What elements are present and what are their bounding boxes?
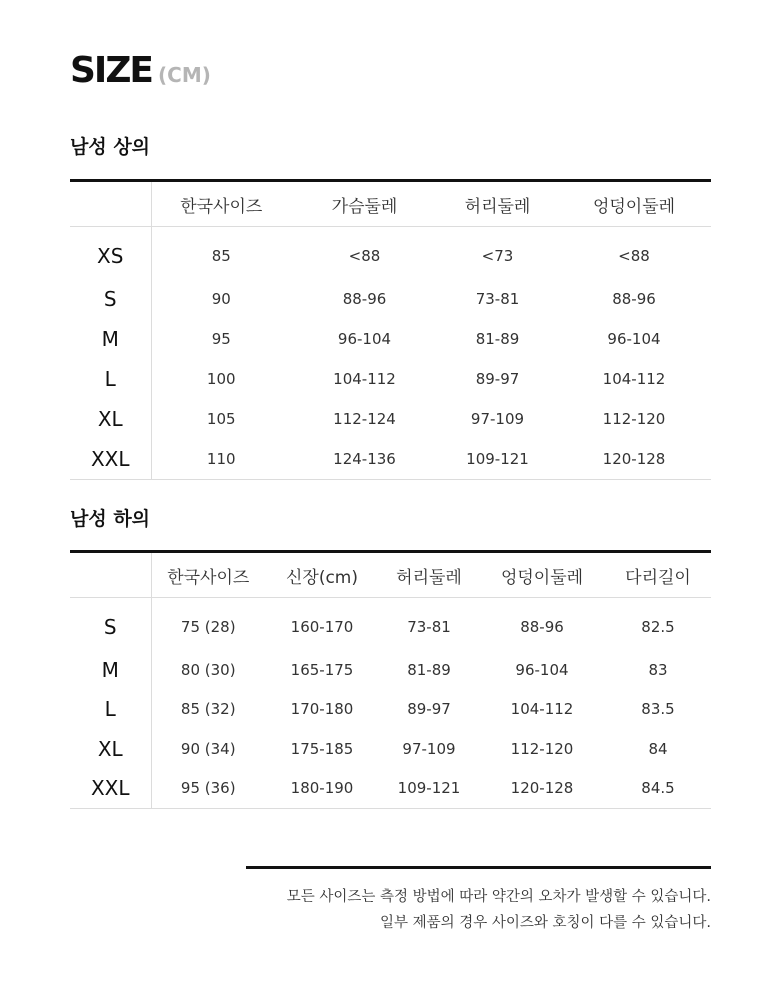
table-cell: 120-128	[602, 450, 666, 468]
table-cell: 170-180	[290, 700, 354, 719]
table-cell: 112-120	[510, 739, 574, 758]
table-cell: 80 (30)	[180, 660, 236, 679]
table-cell: 73-81	[475, 290, 520, 308]
table-header-cell: 한국사이즈	[151, 181, 291, 227]
table-cell: 104-112	[510, 700, 574, 719]
table-cell: 124-136	[333, 450, 396, 468]
table-cell: 104-112	[333, 370, 396, 388]
table-header-row	[70, 181, 711, 227]
table-row	[70, 227, 711, 280]
table-cell: 88-96	[520, 618, 564, 636]
table-cell: 90 (34)	[180, 739, 236, 758]
table-cell: 73-81	[407, 618, 451, 636]
table-cell: 109-121	[466, 450, 529, 468]
table-row	[70, 319, 711, 359]
table-header-cell: 신장(cm)	[265, 552, 379, 598]
table-cell: 88-96	[612, 290, 656, 308]
table-cell: 104-112	[602, 370, 666, 388]
table-row	[70, 598, 711, 651]
table-cell: 88-96	[342, 290, 387, 308]
size-label: XL	[70, 729, 151, 769]
table-cell: 109-121	[397, 779, 461, 798]
table-cell: 84.5	[641, 779, 675, 798]
table-header-cell: 허리둘레	[438, 181, 557, 227]
table-row	[70, 279, 711, 319]
table-cell: 180-190	[290, 779, 354, 798]
table-cell: 75 (28)	[180, 618, 236, 636]
note-line-2: 일부 제품의 경우 사이즈와 호칭이 다를 수 있습니다.	[379, 915, 711, 931]
table-row	[70, 359, 711, 399]
table-row	[70, 399, 711, 439]
table-header-cell	[70, 552, 151, 598]
page-title-main: SIZE	[70, 50, 153, 91]
table-cell: 96-104	[515, 660, 569, 679]
table-cell: 85	[211, 247, 231, 265]
table-cell: 81-89	[475, 330, 520, 348]
table-header-cell: 엉덩이둘레	[479, 552, 605, 598]
table-cell: 95 (36)	[180, 779, 236, 798]
table-header-cell: 엉덩이둘레	[557, 181, 711, 227]
table-cell: 85 (32)	[180, 700, 236, 719]
size-label: XL	[70, 399, 151, 439]
size-label: XXL	[70, 439, 151, 480]
table-cell: 90	[211, 290, 231, 308]
table-cell: 120-128	[510, 779, 574, 798]
table-cell: <73	[481, 247, 514, 265]
table-cell: 81-89	[407, 660, 451, 679]
table-cell: 83	[648, 660, 668, 679]
table-cell: 97-109	[402, 739, 456, 758]
table-cell: 96-104	[337, 330, 392, 348]
table-cell: 165-175	[290, 660, 354, 679]
size-label: M	[70, 650, 151, 690]
table-cell: 82.5	[641, 618, 675, 636]
table-cell: 89-97	[407, 700, 451, 719]
table-cell: <88	[348, 247, 381, 265]
table-header-cell	[70, 181, 151, 227]
table-row	[70, 439, 711, 480]
table-row	[70, 769, 711, 809]
bottoms-size-table	[70, 550, 711, 809]
notes-divider	[246, 866, 711, 869]
table-cell: 95	[211, 330, 231, 348]
table-row	[70, 690, 711, 730]
table-cell: 97-109	[470, 410, 525, 428]
size-label: XS	[70, 227, 151, 280]
page-title-unit: (CM)	[158, 63, 211, 87]
table-cell: 112-124	[333, 410, 396, 428]
table-cell: 175-185	[290, 739, 354, 758]
tops-size-table	[70, 179, 711, 480]
table-cell: 110	[206, 450, 236, 468]
size-label: L	[70, 359, 151, 399]
size-label: L	[70, 690, 151, 730]
tops-section-title: 남성 상의	[70, 136, 151, 158]
size-label: S	[70, 598, 151, 651]
table-cell: 160-170	[290, 618, 354, 636]
table-row	[70, 650, 711, 690]
table-row	[70, 729, 711, 769]
table-header-cell: 가슴둘레	[291, 181, 438, 227]
table-cell: 96-104	[607, 330, 661, 348]
table-cell: <88	[618, 247, 650, 265]
table-header-cell: 한국사이즈	[151, 552, 265, 598]
size-label: S	[70, 279, 151, 319]
page-title	[70, 50, 211, 91]
table-cell: 105	[206, 410, 236, 428]
table-header-cell: 다리길이	[605, 552, 711, 598]
table-cell: 83.5	[641, 700, 675, 719]
table-cell: 84	[648, 739, 668, 758]
table-cell: 112-120	[602, 410, 666, 428]
table-cell: 89-97	[475, 370, 520, 388]
size-label: M	[70, 319, 151, 359]
table-header-cell: 허리둘레	[379, 552, 479, 598]
table-cell: 100	[206, 370, 236, 388]
note-line-1: 모든 사이즈는 측정 방법에 따라 약간의 오차가 발생할 수 있습니다.	[286, 889, 711, 905]
bottoms-section-title: 남성 하의	[70, 508, 151, 530]
size-label: XXL	[70, 769, 151, 809]
size-notes	[287, 884, 711, 936]
table-header-row	[70, 552, 711, 598]
